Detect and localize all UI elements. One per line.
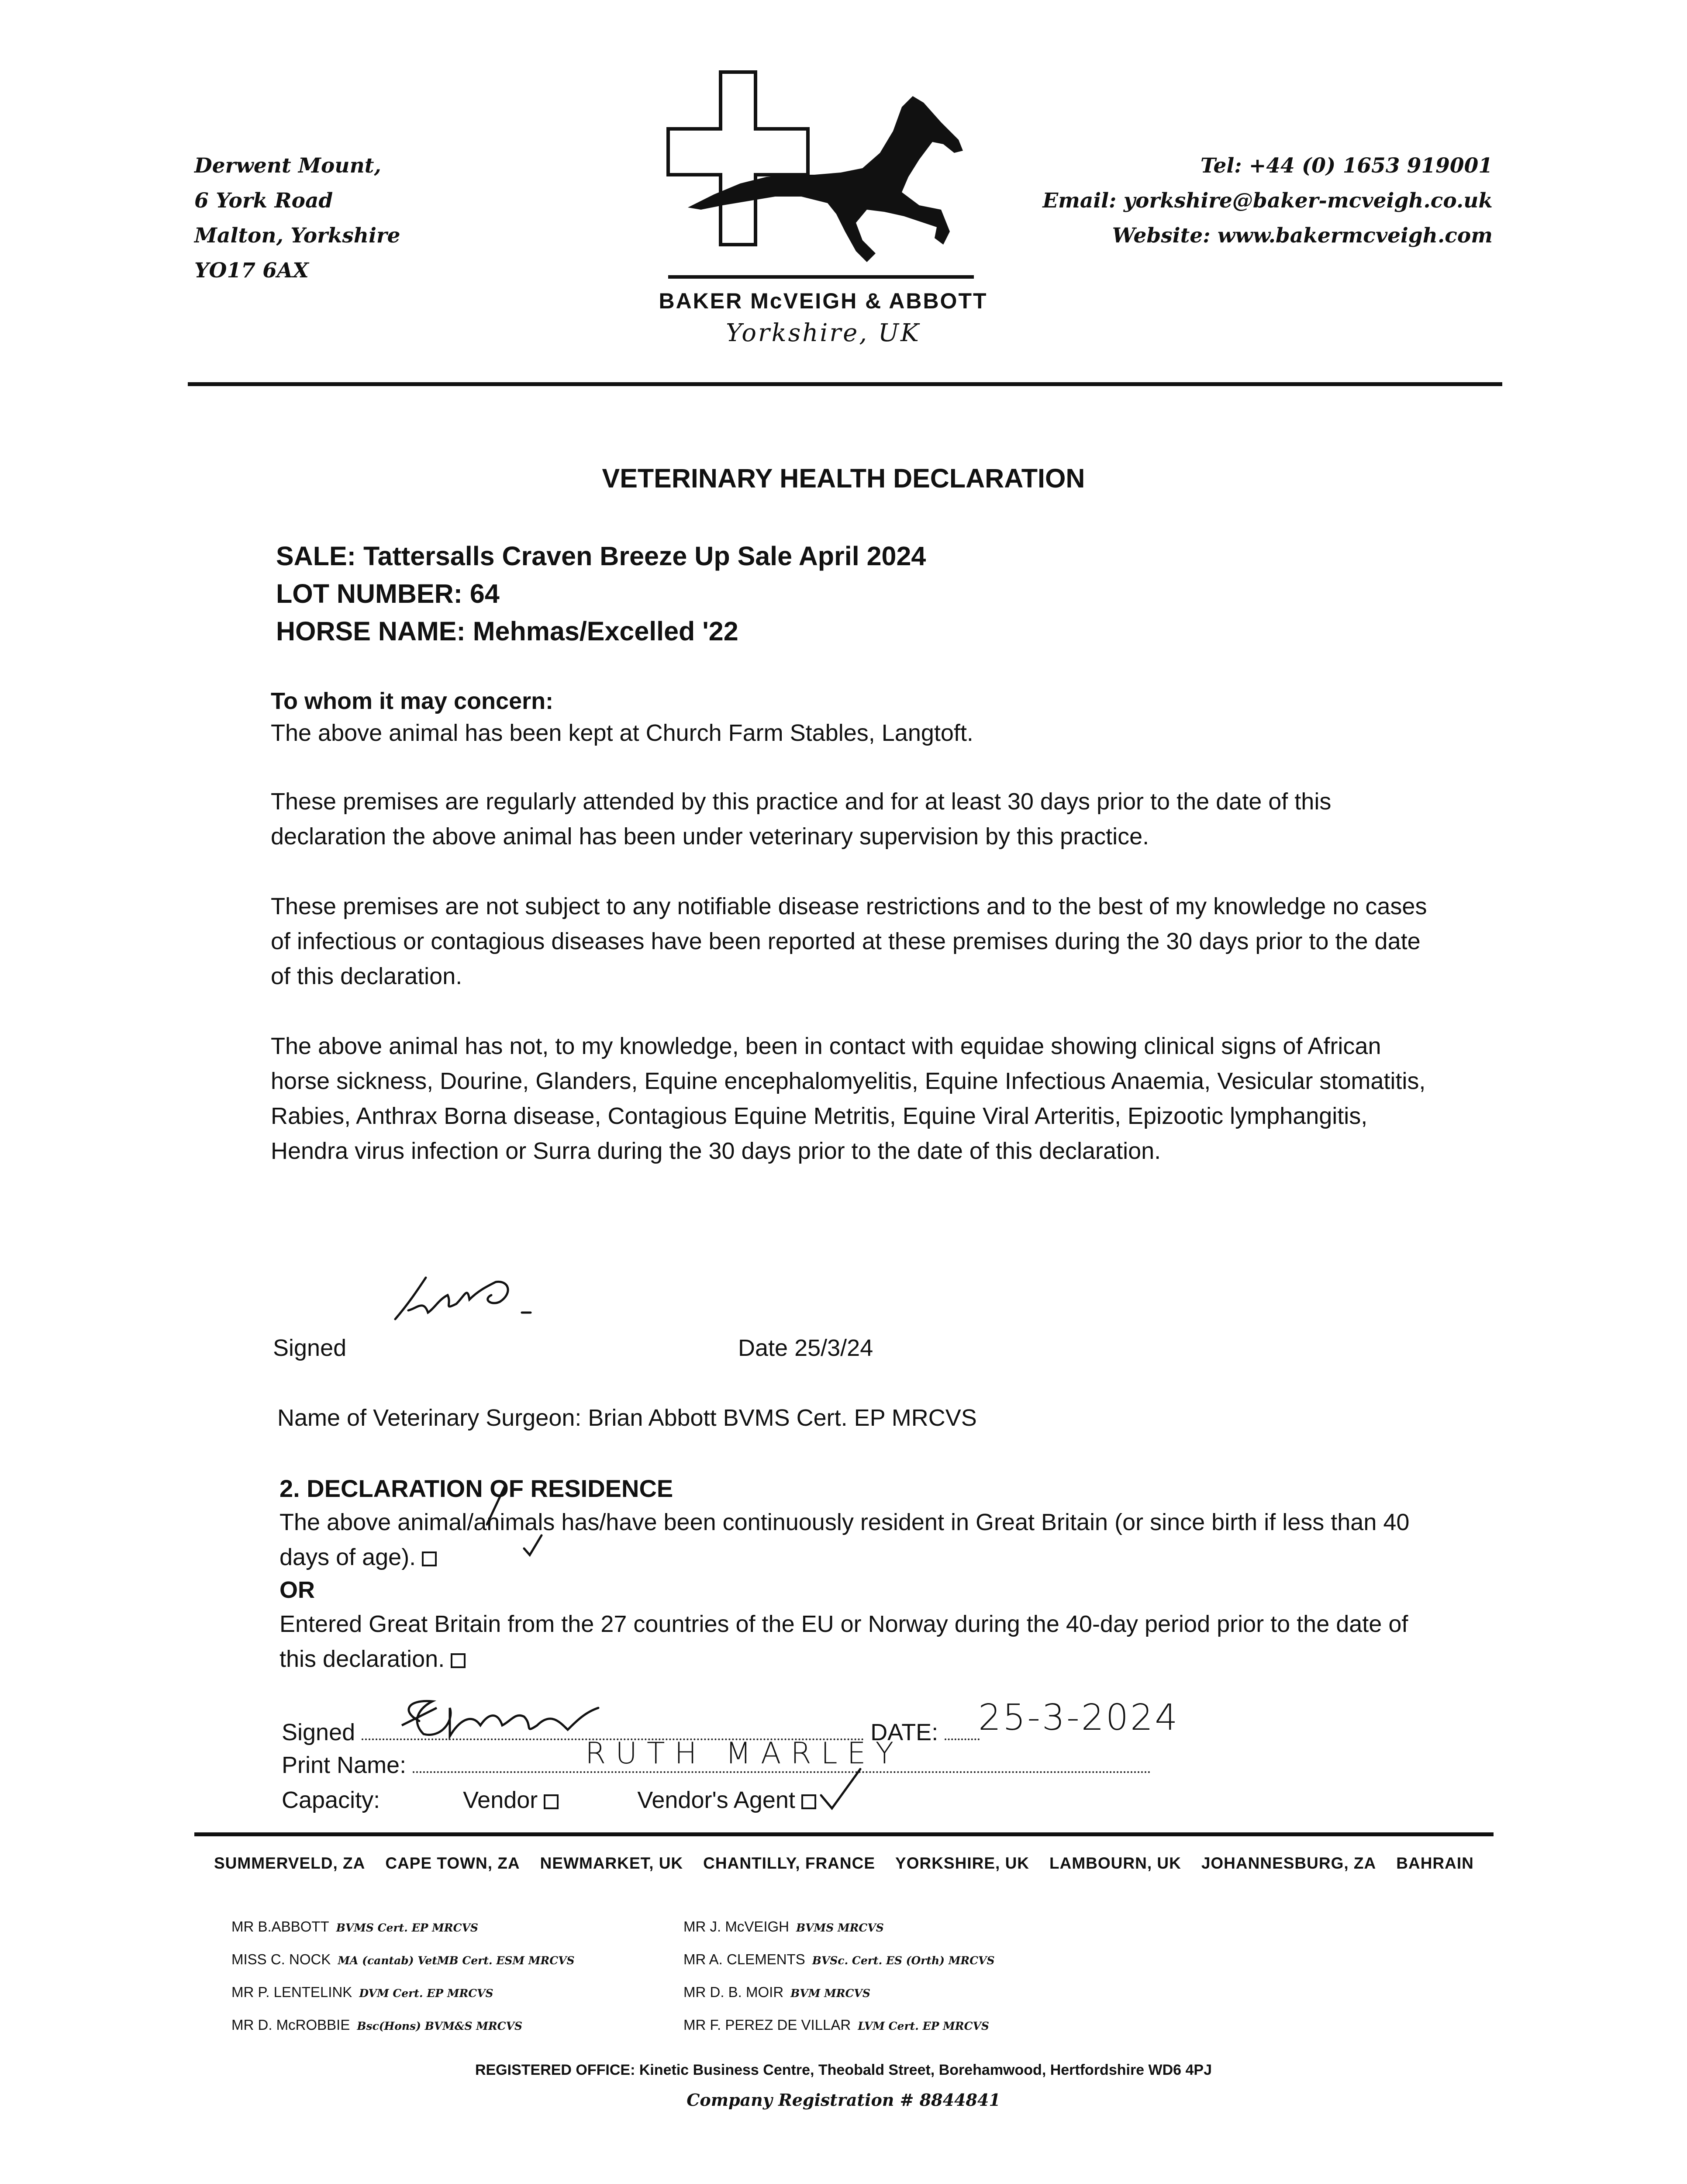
partner-entry	[683, 1911, 995, 1944]
date-label: DATE:	[870, 1719, 938, 1745]
contact-email[interactable]: Email: yorkshire@baker-mcveigh.co.uk	[1042, 189, 1493, 213]
horse-name-line: HORSE NAME: Mehmas/Excelled '22	[276, 616, 738, 646]
address-block	[194, 149, 400, 288]
registered-office: REGISTERED OFFICE: Kinetic Business Centre, Theobald Street, Borehamwood, Hertfordshire WD6 4PJ	[475, 2062, 1212, 2078]
partner-name: MR P. LENTELINK	[231, 1984, 352, 2000]
date-line[interactable]	[945, 1734, 980, 1740]
partner-qualifications: BVMS Cert. EP MRCVS	[336, 1921, 478, 1934]
sale-line: SALE: Tattersalls Craven Breeze Up Sale April 2024	[276, 541, 926, 571]
partner-qualifications: LVM Cert. EP MRCVS	[858, 2020, 989, 2032]
office-location: NEWMARKET, UK	[540, 1854, 683, 1872]
option-2-checkbox[interactable]	[451, 1653, 466, 1668]
contact-website[interactable]: Website: www.bakermcveigh.com	[1112, 224, 1493, 248]
office-location: SUMMERVELD, ZA	[214, 1854, 366, 1872]
print-name-label: Print Name:	[282, 1752, 407, 1778]
partner-name: MISS C. NOCK	[231, 1951, 331, 1967]
sale-details	[276, 537, 926, 650]
address-line: Derwent Mount,	[194, 154, 381, 178]
partner-qualifications: MA (cantab) VetMB Cert. ESM MRCVS	[338, 1954, 575, 1967]
capacity-row	[282, 1787, 816, 1814]
address-line: YO17 6AX	[194, 259, 309, 283]
paragraph-restrictions: These premises are not subject to any notifiable disease restrictions and to the best of my knowledge no cases of infectious or contagious diseases have been reported at these premises during the 30 days prior to the date of this declaration.	[271, 893, 1427, 989]
office-location: BAHRAIN	[1396, 1854, 1474, 1872]
handwritten-print-name: RUTH MARLEY	[585, 1736, 904, 1771]
kept-at-text: The above animal has been kept at Church Farm Stables, Langtoft.	[271, 720, 973, 746]
partner-entry	[683, 2009, 995, 2042]
partners-right-column	[683, 1911, 995, 2042]
option-1-tick-mark	[522, 1533, 544, 1559]
partner-qualifications: BVM MRCVS	[790, 1987, 870, 2000]
partner-entry	[231, 1911, 575, 1944]
contact-block	[1042, 149, 1493, 253]
residence-option-2	[279, 1607, 1450, 1676]
office-location: JOHANNESBURG, ZA	[1201, 1854, 1377, 1872]
vendor-label: Vendor	[463, 1787, 538, 1813]
residence-option-1	[279, 1505, 1450, 1575]
contact-phone: Tel: +44 (0) 1653 919001	[1200, 154, 1493, 178]
partner-name: MR A. CLEMENTS	[683, 1951, 805, 1967]
partner-entry	[683, 1944, 995, 1977]
firm-location: Yorkshire, UK	[726, 319, 921, 347]
residence-option-2-text: Entered Great Britain from the 27 countries of the EU or Norway during the 40-day period prior to the date of this declaration.	[279, 1611, 1408, 1672]
firm-name: BAKER McVEIGH & ABBOTT	[659, 289, 988, 313]
office-locations	[214, 1854, 1480, 1873]
capacity-label: Capacity:	[282, 1787, 380, 1813]
option-1-checkbox[interactable]	[422, 1552, 437, 1566]
partner-name: MR D. McROBBIE	[231, 2017, 350, 2033]
partner-qualifications: BVSc. Cert. ES (Orth) MRCVS	[812, 1954, 995, 1967]
vendors-agent-label: Vendor's Agent	[637, 1787, 795, 1813]
partner-qualifications: BVMS MRCVS	[796, 1921, 884, 1934]
residence-option-1-text: The above animal/animals has/have been continuously resident in Great Britain (or since birth if less than 40 days of age).	[279, 1509, 1410, 1570]
partner-entry	[231, 1944, 575, 1977]
office-location: YORKSHIRE, UK	[895, 1854, 1030, 1872]
paragraph-supervision: These premises are regularly attended by this practice and for at least 30 days prior to the date of this declaration the above animal has been under veterinary supervision by this practice.	[271, 788, 1332, 850]
vendors-agent-checkbox[interactable]	[801, 1794, 816, 1809]
company-registration: Company Registration # 8844841	[687, 2090, 1000, 2110]
signed-label-2: Signed	[282, 1719, 355, 1745]
partner-name: MR F. PEREZ DE VILLAR	[683, 2017, 851, 2033]
declaration-date: Date 25/3/24	[738, 1335, 873, 1361]
partner-entry	[231, 1977, 575, 2009]
partner-entry	[231, 2009, 575, 2042]
vendor-checkbox[interactable]	[544, 1794, 559, 1809]
address-line: 6 York Road	[194, 189, 333, 213]
or-separator: OR	[279, 1577, 315, 1603]
office-location: CHANTILLY, FRANCE	[703, 1854, 876, 1872]
paragraph-diseases: The above animal has not, to my knowledge, been in contact with equidae showing clinical signs of African horse sickness, Dourine, Glanders, Equine encephalomyelitis, Equine Infectious Anaemia, Vesicular stomatitis, Rabies, Anthrax Borna disease, Contagious Equine Metritis, Equine Viral Arteritis, Epizootic lymphangitis, Hendra virus infection or Surra during the 30 days prior to the date of this declaration.	[271, 1033, 1426, 1164]
vet-name: Name of Veterinary Surgeon: Brian Abbott BVMS Cert. EP MRCVS	[277, 1405, 977, 1431]
document-title: VETERINARY HEALTH DECLARATION	[602, 463, 1085, 493]
partner-name: MR J. McVEIGH	[683, 1918, 790, 1935]
handwritten-strike-mark	[483, 1483, 509, 1531]
office-location: LAMBOURN, UK	[1049, 1854, 1181, 1872]
vet-signature	[391, 1269, 574, 1326]
partner-qualifications: Bsc(Hons) BVM&S MRCVS	[357, 2020, 523, 2032]
vendors-agent-tick-mark	[817, 1765, 865, 1813]
lot-number-line: LOT NUMBER: 64	[276, 579, 500, 608]
partner-entry	[683, 1977, 995, 2009]
salutation: To whom it may concern:	[271, 688, 554, 714]
cross-and-galloping-horse-icon	[657, 66, 989, 288]
partner-name: MR D. B. MOIR	[683, 1984, 784, 2000]
address-line: Malton, Yorkshire	[194, 224, 400, 248]
partner-qualifications: DVM Cert. EP MRCVS	[359, 1987, 493, 2000]
handwritten-date: 25-3-2024	[978, 1697, 1180, 1738]
residence-heading: 2. DECLARATION OF RESIDENCE	[279, 1475, 673, 1502]
partners-left-column	[231, 1911, 575, 2042]
signed-label: Signed	[273, 1335, 347, 1361]
footer-divider	[194, 1832, 1494, 1836]
office-location: CAPE TOWN, ZA	[385, 1854, 520, 1872]
header-divider	[188, 382, 1502, 386]
partner-name: MR B.ABBOTT	[231, 1918, 329, 1935]
